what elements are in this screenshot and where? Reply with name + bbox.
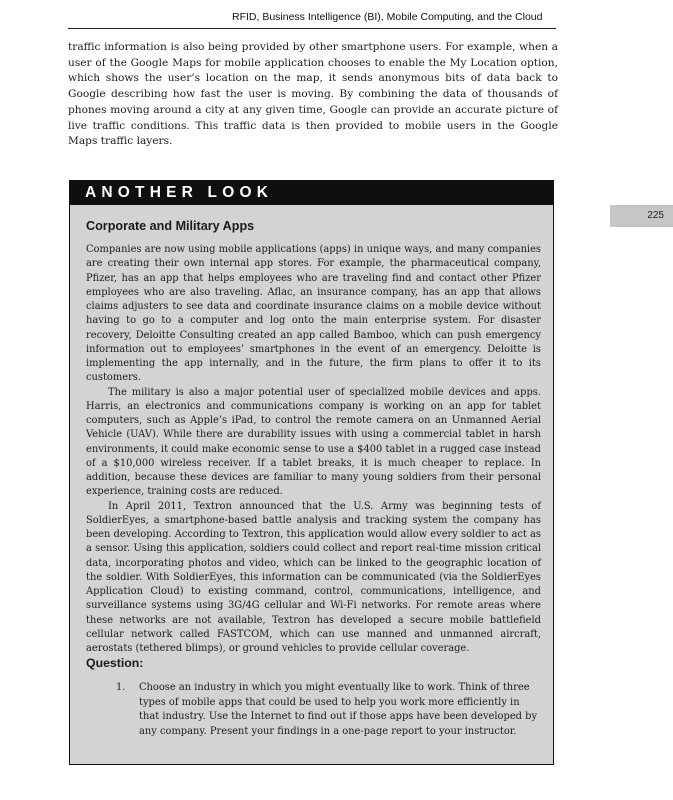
running-head: RFID, Business Intelligence (BI), Mobile Computing, and the Cloud [232, 11, 543, 23]
box-title: Corporate and Military Apps [86, 219, 255, 233]
page-number-tab [610, 205, 673, 227]
box-paragraph-2: The military is also a major potential user of specialized mobile devices and apps. Harris, an electronics and communications company is working on an app for tablet computers, such as Apple’s iPad, to control the remote camera on an Unmanned Aerial Vehicle (UAV). While there are durability issues with using a commercial tablet in harsh environments, it could make economic sense to use a $400 tablet in a rugged case instead of a $10,000 wireless receiver. If a tablet breaks, it is much cheaper to replace. In addition, because these devices are familiar to many young soldiers from their personal experience, training costs are reduced. [86, 386, 541, 498]
page-number: 225 [647, 210, 664, 221]
question-item [116, 681, 542, 739]
question-text: Choose an industry in which you might eventually like to work. Think of three types of mobile apps that could be used to help you work more efficiently in that industry. Use the Internet to find out if those apps have been developed by any company. Present your findings in a one-page report to your instructor. [139, 682, 538, 737]
header-rule [68, 28, 556, 29]
box-paragraph-3: In April 2011, Textron announced that the U.S. Army was beginning tests of SoldierEyes, a smartphone-based battle analysis and tracking system the company has been developing. According to Textron, this application would allow every soldier to act as a sensor. Using this application, soldiers could collect and report real-time mission critical data, incorporating photos and video, which can be linked to the geographic location of the soldier. With SoldierEyes, this information can be communicated (via the SoldierEyes Application Cloud) to existing command, control, communications, intelligence, and surveillance systems using 3G/4G cellular and Wi-Fi networks. For remote areas where these networks are not available, Textron has developed a secure mobile battlefield cellular network called FASTCOM, which can use manned and unmanned aircraft, aerostats (tethered blimps), or ground vehicles to provide cellular coverage. [86, 500, 541, 654]
box-header: ANOTHER LOOK [70, 181, 553, 205]
question-label: Question: [86, 656, 144, 670]
question-number: 1. [116, 682, 126, 693]
box-body [86, 243, 541, 656]
intro-paragraph: traffic information is also being provided by other smartphone users. For example, when a user of the Google Maps for mobile application chooses to enable the My Location option, which shows the user’s location on the map, it sends anonymous bits of data back to Google describing how fast the user is moving. By combining the data of thousands of phones moving around a city at any given time, Google can provide an accurate picture of live traffic conditions. This traffic data is then provided to mobile users in the Google Maps traffic layers. [68, 41, 558, 148]
box-paragraph-1: Companies are now using mobile applications (apps) in unique ways, and many companies are creating their own internal app stores. For example, the pharmaceutical company, Pfizer, has an app that helps employees who are traveling find and contact other Pfizer employees who are also traveling. Aflac, an insurance company, has an app that allows claims adjusters to see data and coordinate insurance claims on a mobile device without having to go to a computer and log onto the main enterprise system. For disaster recovery, Deloitte Consulting created an app called Bamboo, which can push emergency information out to employees’ smartphones in the event of an emergency. Deloitte is implementing the app internally, and in the future, the firm plans to offer it to its customers. [86, 244, 541, 384]
another-look-box [69, 180, 554, 765]
